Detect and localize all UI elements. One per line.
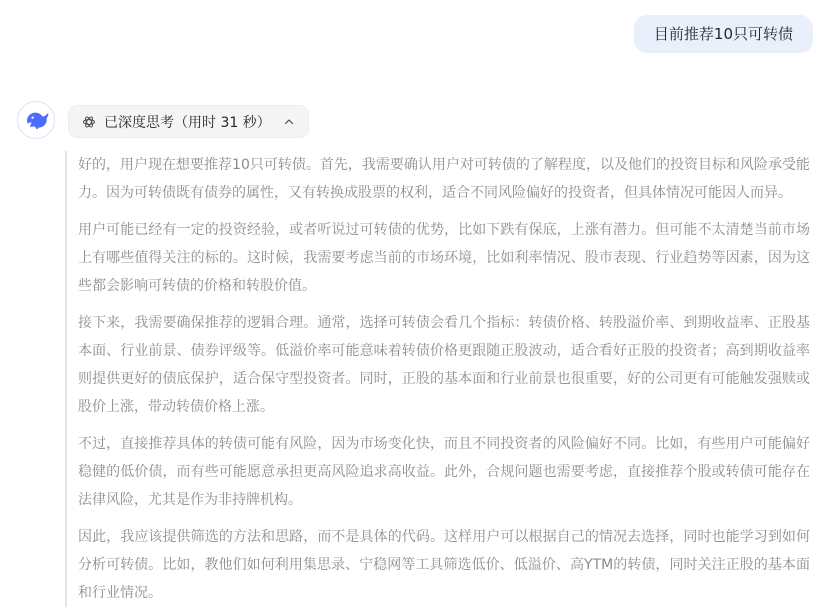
thinking-paragraph: 好的，用户现在想要推荐10只可转债。首先，我需要确认用户对可转债的了解程度，以及他们的投资目标和风险承受能力。因为可转债既有债券的属性，又有转换成股票的权利，适合不同风险偏好的投资者，但具体情况可能因人而异。 [78, 157, 810, 201]
deep-think-atom-icon [82, 115, 96, 129]
assistant-message-row [0, 101, 838, 607]
thinking-paragraph: 用户可能已经有一定的投资经验，或者听说过可转债的优势，比如下跌有保底，上涨有潜力。但可能不太清楚当前市场上有哪些值得关注的标的。这时候，我需要考虑当前的市场环境，比如利率情况、股市表现、行业趋势等因素，因为这些都会影响可转债的价格和转股价值。 [78, 222, 810, 294]
deep-think-toggle-button[interactable] [68, 105, 309, 138]
assistant-avatar [17, 101, 55, 139]
deep-think-toggle-label: 已深度思考（用时 31 秒） [104, 114, 271, 131]
chevron-up-icon [283, 116, 295, 128]
user-message-row [0, 0, 838, 53]
thinking-paragraph: 因此，我应该提供筛选的方法和思路，而不是具体的代码。这样用户可以根据自己的情况去选择，同时也能学习到如何分析可转债。比如，教他们如何利用集思录、宁稳网等工具筛选低价、低溢价、高YTM的转债，同时关注正股的基本面和行业情况。 [78, 529, 810, 601]
thinking-content [65, 151, 810, 607]
thinking-paragraph: 不过，直接推荐具体的转债可能有风险，因为市场变化快，而且不同投资者的风险偏好不同。比如，有些用户可能偏好稳健的低价债，而有些可能愿意承担更高风险追求高收益。此外，合规问题也需要考虑，直接推荐个股或转债可能存在法律风险，尤其是作为非持牌机构。 [78, 436, 810, 508]
deepseek-whale-icon [23, 107, 50, 134]
assistant-message-body [65, 101, 810, 607]
thinking-paragraph: 接下来，我需要确保推荐的逻辑合理。通常，选择可转债会看几个指标：转债价格、转股溢价率、到期收益率、正股基本面、行业前景、债券评级等。低溢价率可能意味着转债价格更跟随正股波动，适合看好正股的投资者；高到期收益率则提供更好的债底保护，适合保守型投资者。同时，正股的基本面和行业前景也很重要，好的公司更有可能触发强赎或股价上涨，带动转债价格上涨。 [78, 315, 810, 415]
user-message-bubble: 目前推荐10只可转债 [634, 15, 813, 53]
